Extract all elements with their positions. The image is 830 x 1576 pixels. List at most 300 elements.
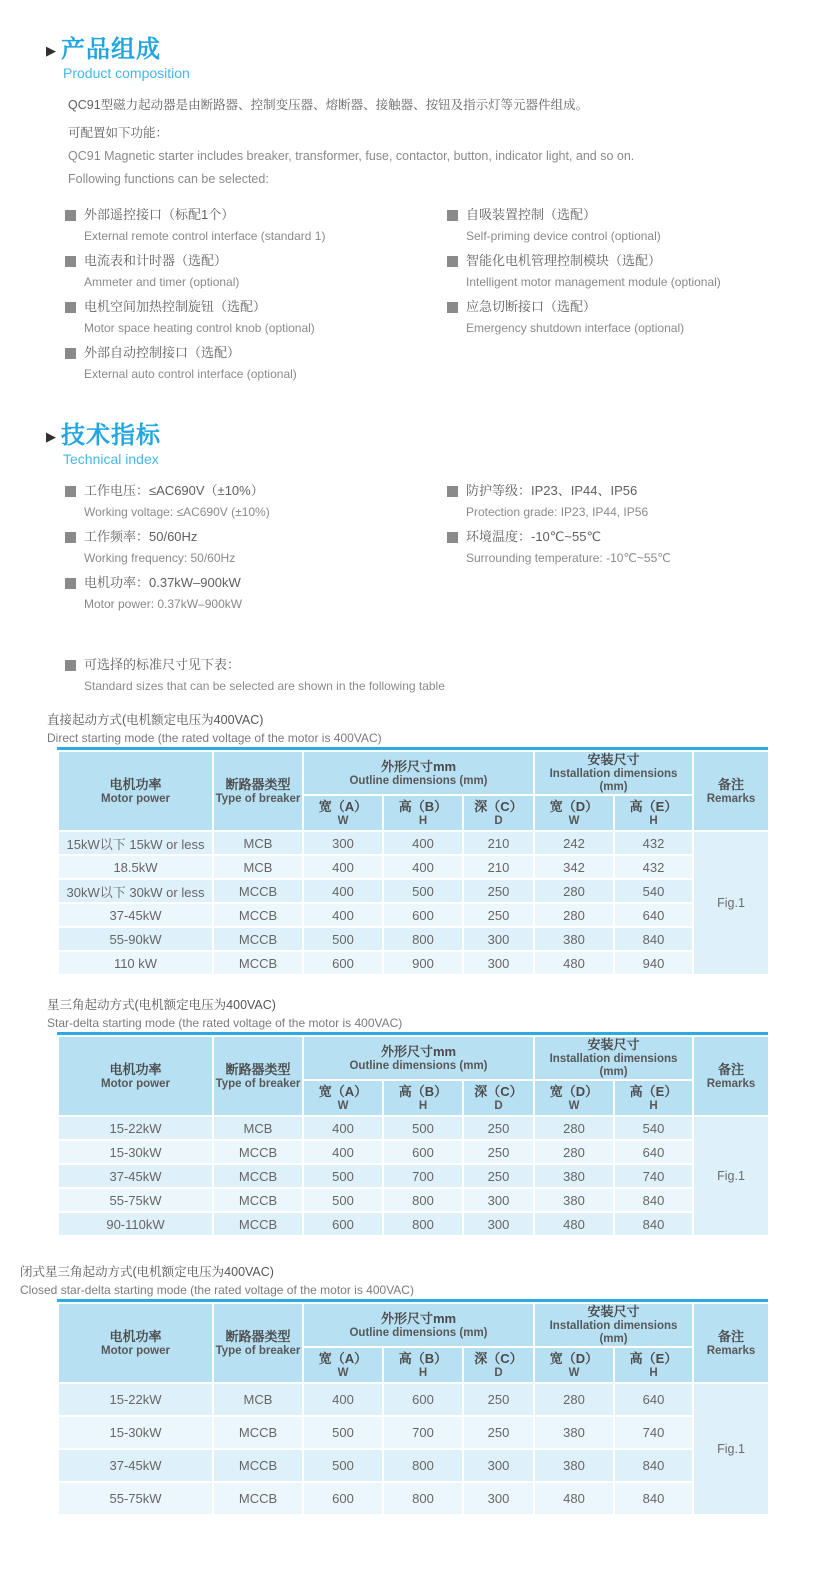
table-cell: 480 <box>534 1482 614 1515</box>
col-header-outline-dimensions-en: Outline dimensions (mm) <box>349 1059 488 1072</box>
table-cell: 800 <box>383 1188 463 1212</box>
table-cell: 700 <box>383 1164 463 1188</box>
col-header-dim-0-en: W <box>337 1099 349 1112</box>
table-cell: 250 <box>463 903 534 927</box>
table-cell: 210 <box>463 855 534 879</box>
col-header-breaker-type <box>213 1036 303 1116</box>
table-cell: 300 <box>303 831 383 855</box>
col-header-dim-4-zh: 高（E） <box>629 1083 678 1099</box>
col-header-installation-dimensions-zh: 安装尺寸 <box>587 1037 640 1052</box>
dimensions-table <box>57 747 768 976</box>
col-header-dim-3-zh: 宽（D） <box>549 1350 599 1366</box>
table-cell: 30kW以下 30kW or less <box>58 879 213 903</box>
table-cell: 300 <box>463 1449 534 1482</box>
table-row <box>58 855 769 879</box>
table-cell: 540 <box>614 879 693 903</box>
item-text-zh: 防护等级：IP23、IP44、IP56 <box>466 483 638 498</box>
spec-list <box>65 480 830 618</box>
col-header-dim-2 <box>463 795 534 831</box>
col-header-dim-3-en: W <box>568 1366 580 1379</box>
table-direct-starting <box>47 711 830 976</box>
col-header-dim-2-en: D <box>494 814 503 827</box>
col-header-dim-1-en: H <box>418 1366 428 1379</box>
spec-column-right <box>447 480 830 618</box>
bullet-square-icon <box>447 302 458 313</box>
table-cell: 600 <box>303 1482 383 1515</box>
table-cell: MCCB <box>213 1188 303 1212</box>
col-header-installation-dimensions-zh: 安装尺寸 <box>587 752 640 767</box>
table-cell: 400 <box>303 903 383 927</box>
table-cell: 15kW以下 15kW or less <box>58 831 213 855</box>
table-cell: MCCB <box>213 1416 303 1449</box>
col-header-outline-dimensions <box>303 1036 534 1080</box>
table-cell: 480 <box>534 951 614 975</box>
bullet-square-icon <box>447 256 458 267</box>
bullet-square-icon <box>65 256 76 267</box>
col-header-breaker-type-zh: 断路器类型 <box>225 1061 291 1077</box>
list-item <box>65 204 447 247</box>
col-header-remarks-en: Remarks <box>706 1344 756 1357</box>
col-header-dim-2 <box>463 1347 534 1383</box>
table-cell: MCCB <box>213 1140 303 1164</box>
col-header-breaker-type-en: Type of breaker <box>215 792 301 805</box>
col-header-dim-4-en: H <box>649 814 658 827</box>
item-text-zh: 工作频率：50/60Hz <box>84 529 198 544</box>
table-row <box>58 1212 769 1236</box>
item-text-en: Protection grade: IP23, IP44, IP56 <box>466 505 649 519</box>
col-header-breaker-type-en: Type of breaker <box>215 1344 301 1357</box>
intro-line-en: Following functions can be selected: <box>68 172 269 186</box>
section-technical-index <box>0 422 830 618</box>
col-header-dim-0 <box>303 1347 383 1383</box>
table-cell: 380 <box>534 927 614 951</box>
col-header-motor-power-zh: 电机功率 <box>109 776 162 792</box>
col-header-outline-dimensions-zh: 外形尺寸mm <box>380 1310 457 1326</box>
table-cell: 800 <box>383 1449 463 1482</box>
col-header-installation-dimensions-zh: 安装尺寸 <box>587 1304 640 1319</box>
col-header-dim-3-en: W <box>568 814 580 827</box>
table-cell: 15-30kW <box>58 1416 213 1449</box>
table-caption-en: Direct starting mode (the rated voltage of the motor is 400VAC) <box>47 731 382 745</box>
col-header-dim-4 <box>614 1080 693 1116</box>
table-cell: 800 <box>383 927 463 951</box>
col-header-motor-power-en: Motor power <box>101 792 170 805</box>
col-header-dim-1-zh: 高（B） <box>398 1083 448 1099</box>
feature-column-left <box>65 204 447 388</box>
table-cell: 400 <box>383 855 463 879</box>
table-cell: MCCB <box>213 927 303 951</box>
col-header-installation-dimensions-en: Installation dimensions (mm) <box>549 1320 678 1345</box>
table-cell: 800 <box>383 1482 463 1515</box>
col-header-installation-dimensions <box>534 751 693 795</box>
table-cell: 18.5kW <box>58 855 213 879</box>
item-text-zh: 智能化电机管理控制模块（选配） <box>466 253 662 268</box>
table-cell: 280 <box>534 1383 614 1416</box>
bullet-square-icon <box>65 302 76 313</box>
col-header-outline-dimensions <box>303 1303 534 1347</box>
table-cell: 280 <box>534 903 614 927</box>
item-text-en: Working frequency: 50/60Hz <box>84 551 236 565</box>
col-header-motor-power-en: Motor power <box>101 1344 170 1357</box>
list-item <box>447 480 830 523</box>
table-row <box>58 1116 769 1140</box>
table-cell: MCB <box>213 1383 303 1416</box>
table-cell: 250 <box>463 1116 534 1140</box>
col-header-installation-dimensions <box>534 1036 693 1080</box>
table-cell: MCCB <box>213 1164 303 1188</box>
bullet-square-icon <box>447 532 458 543</box>
intro-line-zh: 可配置如下功能： <box>68 126 169 140</box>
table-cell: MCB <box>213 831 303 855</box>
remark-cell: Fig.1 <box>693 831 769 975</box>
note-text-en: Standard sizes that can be selected are shown in the following table <box>84 679 445 693</box>
table-cell: 640 <box>614 1383 693 1416</box>
col-header-dim-0-zh: 宽（A） <box>318 798 368 814</box>
col-header-motor-power-zh: 电机功率 <box>109 1328 162 1344</box>
col-header-installation-dimensions-en: Installation dimensions (mm) <box>549 1053 678 1078</box>
col-header-dim-2-zh: 深（C） <box>474 798 523 814</box>
item-text-en: Ammeter and timer (optional) <box>84 275 240 289</box>
table-row <box>58 903 769 927</box>
table-cell: 280 <box>534 1116 614 1140</box>
item-text-zh: 电流表和计时器（选配） <box>84 253 228 268</box>
table-cell: 300 <box>463 951 534 975</box>
table-cell: MCCB <box>213 1482 303 1515</box>
table-row <box>58 1140 769 1164</box>
table-cell: 400 <box>303 1383 383 1416</box>
feature-column-right <box>447 204 830 388</box>
col-header-dim-4-zh: 高（E） <box>629 798 678 814</box>
bullet-square-icon <box>447 486 458 497</box>
table-cell: 600 <box>303 951 383 975</box>
table-row <box>58 927 769 951</box>
item-text-zh: 工作电压：≤AC690V（±10%） <box>84 483 264 498</box>
table-cell: 600 <box>303 1212 383 1236</box>
table-cell: MCCB <box>213 879 303 903</box>
product-intro <box>68 96 830 188</box>
col-header-outline-dimensions-zh: 外形尺寸mm <box>380 1043 457 1059</box>
table-cell: 37-45kW <box>58 1164 213 1188</box>
table-cell: 15-22kW <box>58 1383 213 1416</box>
table-cell: 400 <box>303 1116 383 1140</box>
col-header-breaker-type-zh: 断路器类型 <box>225 776 291 792</box>
table-cell: 300 <box>463 1212 534 1236</box>
table-cell: MCCB <box>213 951 303 975</box>
spec-column-left <box>65 480 447 618</box>
col-header-dim-0 <box>303 795 383 831</box>
table-cell: 400 <box>383 831 463 855</box>
table-cell: 600 <box>383 1140 463 1164</box>
table-cell: 840 <box>614 1482 693 1515</box>
col-header-dim-2-zh: 深（C） <box>474 1350 523 1366</box>
item-text-en: External remote control interface (standard 1) <box>84 229 326 243</box>
table-cell: 800 <box>383 1212 463 1236</box>
table-cell: 400 <box>303 1140 383 1164</box>
table-cell: 280 <box>534 1140 614 1164</box>
item-text-en: Motor space heating control knob (optional) <box>84 321 315 335</box>
table-cell: 55-75kW <box>58 1188 213 1212</box>
col-header-motor-power <box>58 1303 213 1383</box>
table-star-delta-starting <box>47 996 830 1237</box>
col-header-outline-dimensions-en: Outline dimensions (mm) <box>349 1326 488 1339</box>
col-header-breaker-type-en: Type of breaker <box>215 1077 301 1090</box>
table-cell: 55-75kW <box>58 1482 213 1515</box>
col-header-dim-4 <box>614 1347 693 1383</box>
table-cell: 380 <box>534 1164 614 1188</box>
table-caption-zh: 闭式星三角起动方式(电机额定电压为400VAC) <box>20 1265 274 1279</box>
table-cell: MCCB <box>213 1212 303 1236</box>
note-text-zh: 可选择的标准尺寸见下表： <box>84 657 241 672</box>
table-cell: 15-30kW <box>58 1140 213 1164</box>
col-header-dim-3-en: W <box>568 1099 580 1112</box>
item-text-en: Working voltage: ≤AC690V (±10%) <box>84 505 270 519</box>
col-header-dim-0-zh: 宽（A） <box>318 1083 368 1099</box>
header-row-1 <box>58 1036 769 1080</box>
table-row <box>58 1449 769 1482</box>
standard-sizes-note <box>65 654 830 697</box>
col-header-outline-dimensions-en: Outline dimensions (mm) <box>349 774 488 787</box>
table-cell: 900 <box>383 951 463 975</box>
col-header-dim-3 <box>534 795 614 831</box>
table-caption-zh: 直接起动方式(电机额定电压为400VAC) <box>47 713 264 727</box>
table-row <box>58 1482 769 1515</box>
col-header-dim-1-en: H <box>418 814 428 827</box>
section-product-composition <box>0 36 830 388</box>
table-cell: 37-45kW <box>58 1449 213 1482</box>
item-text-zh: 自吸装置控制（选配） <box>466 207 597 222</box>
list-item <box>65 296 447 339</box>
table <box>57 750 770 976</box>
item-text-zh: 电机功率：0.37kW–900kW <box>84 575 241 590</box>
table-cell: 740 <box>614 1164 693 1188</box>
col-header-breaker-type <box>213 1303 303 1383</box>
col-header-dim-0 <box>303 1080 383 1116</box>
remark-cell: Fig.1 <box>693 1383 769 1515</box>
col-header-dim-1-zh: 高（B） <box>398 1350 448 1366</box>
item-text-en: Emergency shutdown interface (optional) <box>466 321 685 335</box>
table-cell: MCCB <box>213 903 303 927</box>
list-item <box>447 204 830 247</box>
table-cell: 540 <box>614 1116 693 1140</box>
col-header-outline-dimensions-zh: 外形尺寸mm <box>380 758 457 774</box>
table-cell: 380 <box>534 1188 614 1212</box>
col-header-dim-2-en: D <box>494 1366 503 1379</box>
section-title-en: Product composition <box>63 65 190 81</box>
list-item <box>65 250 447 293</box>
item-text-zh: 应急切断接口（选配） <box>466 299 597 314</box>
item-text-en: Self-priming device control (optional) <box>466 229 661 243</box>
table-cell: 840 <box>614 1449 693 1482</box>
col-header-dim-3 <box>534 1347 614 1383</box>
col-header-remarks <box>693 751 769 831</box>
table-caption-en: Closed star-delta starting mode (the rated voltage of the motor is 400VAC) <box>20 1283 414 1297</box>
col-header-outline-dimensions <box>303 751 534 795</box>
col-header-dim-1-en: H <box>418 1099 428 1112</box>
col-header-installation-dimensions-en: Installation dimensions (mm) <box>549 768 678 793</box>
table-cell: 500 <box>303 1449 383 1482</box>
col-header-dim-2-en: D <box>494 1099 503 1112</box>
table-cell: 250 <box>463 1416 534 1449</box>
table-row <box>58 1188 769 1212</box>
table-cell: 400 <box>303 879 383 903</box>
item-text-en: External auto control interface (optional) <box>84 367 297 381</box>
table-caption-zh: 星三角起动方式(电机额定电压为400VAC) <box>47 998 276 1012</box>
item-text-zh: 环境温度：-10℃~55℃ <box>466 529 602 544</box>
table-cell: 400 <box>303 855 383 879</box>
table-caption <box>47 996 830 1032</box>
table-cell: 500 <box>303 1164 383 1188</box>
bullet-square-icon <box>65 660 76 671</box>
table-cell: 15-22kW <box>58 1116 213 1140</box>
col-header-remarks-en: Remarks <box>706 1077 756 1090</box>
col-header-motor-power <box>58 1036 213 1116</box>
list-item <box>447 296 830 339</box>
table-cell: 840 <box>614 1188 693 1212</box>
section-title-zh: 产品组成 <box>61 36 161 63</box>
col-header-dim-1 <box>383 1080 463 1116</box>
item-text-en: Surrounding temperature: -10℃~55℃ <box>466 551 671 565</box>
table-row <box>58 879 769 903</box>
col-header-dim-2 <box>463 1080 534 1116</box>
table-row <box>58 1164 769 1188</box>
bullet-square-icon <box>65 532 76 543</box>
table-cell: 280 <box>534 879 614 903</box>
list-item <box>447 250 830 293</box>
col-header-remarks-en: Remarks <box>706 792 756 805</box>
table-cell: 210 <box>463 831 534 855</box>
table-cell: 600 <box>383 903 463 927</box>
table-cell: MCB <box>213 855 303 879</box>
col-header-motor-power-en: Motor power <box>101 1077 170 1090</box>
list-item <box>65 526 447 569</box>
table-cell: 300 <box>463 1482 534 1515</box>
bullet-square-icon <box>65 578 76 589</box>
table-closed-star-delta-starting <box>20 1263 830 1516</box>
table-caption <box>20 1263 830 1299</box>
item-text-zh: 电机空间加热控制旋钮（选配） <box>84 299 267 314</box>
col-header-dim-1 <box>383 795 463 831</box>
col-header-remarks-zh: 备注 <box>718 1328 745 1344</box>
item-text-zh: 外部遥控接口（标配1个） <box>84 207 235 222</box>
table-cell: 500 <box>303 927 383 951</box>
col-header-remarks-zh: 备注 <box>718 1061 745 1077</box>
item-text-en: Intelligent motor management module (optional) <box>466 275 721 289</box>
col-header-dim-4-zh: 高（E） <box>629 1350 678 1366</box>
col-header-dim-1 <box>383 1347 463 1383</box>
triangle-bullet-icon: ▶ <box>46 42 56 58</box>
table-cell: 380 <box>534 1416 614 1449</box>
table-cell: 250 <box>463 879 534 903</box>
table-row <box>58 951 769 975</box>
table-row <box>58 1383 769 1416</box>
col-header-remarks <box>693 1036 769 1116</box>
table-row <box>58 831 769 855</box>
col-header-dim-3 <box>534 1080 614 1116</box>
intro-line-zh: QC91型磁力起动器是由断路器、控制变压器、熔断器、接触器、按钮及指示灯等元器件组成。 <box>68 98 589 112</box>
list-item <box>447 526 830 569</box>
remark-cell: Fig.1 <box>693 1116 769 1236</box>
section-title-en: Technical index <box>63 451 159 467</box>
table-cell: 840 <box>614 927 693 951</box>
dimensions-table <box>57 1032 768 1237</box>
table-cell: 250 <box>463 1140 534 1164</box>
section-title-zh: 技术指标 <box>61 422 161 449</box>
col-header-dim-4-en: H <box>649 1366 658 1379</box>
dimensions-table <box>57 1299 768 1516</box>
bullet-square-icon <box>447 210 458 221</box>
item-text-en: Motor power: 0.37kW–900kW <box>84 597 243 611</box>
col-header-installation-dimensions <box>534 1303 693 1347</box>
list-item <box>65 572 447 615</box>
table-cell: 640 <box>614 1140 693 1164</box>
table-cell: 250 <box>463 1164 534 1188</box>
table-cell: 342 <box>534 855 614 879</box>
triangle-bullet-icon: ▶ <box>46 428 56 444</box>
col-header-motor-power <box>58 751 213 831</box>
table-cell: 600 <box>383 1383 463 1416</box>
col-header-dim-3-zh: 宽（D） <box>549 1083 599 1099</box>
table-cell: MCB <box>213 1116 303 1140</box>
table-cell: 242 <box>534 831 614 855</box>
table-cell: 110 kW <box>58 951 213 975</box>
col-header-dim-2-zh: 深（C） <box>474 1083 523 1099</box>
feature-list <box>65 204 830 388</box>
header-row-1 <box>58 751 769 795</box>
table-row <box>58 1416 769 1449</box>
header-row-1 <box>58 1303 769 1347</box>
table-cell: 500 <box>303 1188 383 1212</box>
list-item <box>65 342 447 385</box>
col-header-dim-3-zh: 宽（D） <box>549 798 599 814</box>
col-header-remarks-zh: 备注 <box>718 776 745 792</box>
table-cell: 55-90kW <box>58 927 213 951</box>
table-cell: 640 <box>614 903 693 927</box>
col-header-dim-4-en: H <box>649 1099 658 1112</box>
table-cell: 840 <box>614 1212 693 1236</box>
table-cell: 300 <box>463 927 534 951</box>
table-cell: 300 <box>463 1188 534 1212</box>
col-header-dim-1-zh: 高（B） <box>398 798 448 814</box>
table <box>57 1035 770 1237</box>
bullet-square-icon <box>65 348 76 359</box>
table-cell: 90-110kW <box>58 1212 213 1236</box>
table-cell: 940 <box>614 951 693 975</box>
col-header-dim-4 <box>614 795 693 831</box>
item-text-zh: 外部自动控制接口（选配） <box>84 345 241 360</box>
table <box>57 1302 770 1516</box>
table-cell: 740 <box>614 1416 693 1449</box>
table-caption <box>47 711 830 747</box>
table-cell: 500 <box>383 1116 463 1140</box>
section-header <box>0 422 830 450</box>
table-cell: 250 <box>463 1383 534 1416</box>
list-item <box>65 480 447 523</box>
table-cell: 432 <box>614 831 693 855</box>
bullet-square-icon <box>65 486 76 497</box>
table-cell: 500 <box>303 1416 383 1449</box>
table-cell: 480 <box>534 1212 614 1236</box>
col-header-breaker-type <box>213 751 303 831</box>
col-header-dim-0-en: W <box>337 1366 349 1379</box>
col-header-dim-0-en: W <box>337 814 349 827</box>
col-header-breaker-type-zh: 断路器类型 <box>225 1328 291 1344</box>
table-cell: 380 <box>534 1449 614 1482</box>
col-header-dim-0-zh: 宽（A） <box>318 1350 368 1366</box>
table-cell: 37-45kW <box>58 903 213 927</box>
section-header <box>0 36 830 64</box>
table-cell: 500 <box>383 879 463 903</box>
table-cell: 700 <box>383 1416 463 1449</box>
